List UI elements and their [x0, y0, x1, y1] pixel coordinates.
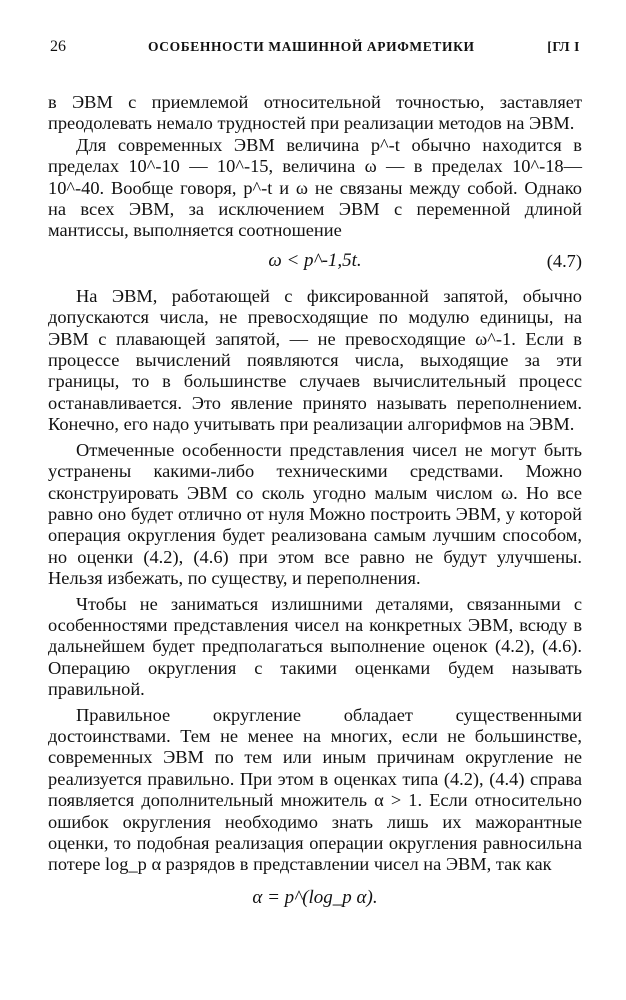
- running-title: ОСОБЕННОСТИ МАШИННОЙ АРИФМЕТИКИ: [148, 39, 475, 54]
- page-number: 26: [50, 38, 66, 55]
- paragraph-4: Отмеченные особенности представления чисел не могут быть устранены какими-либо техническими средствами. Можно сконструировать ЭВМ со сколь угодно малым числом ω. Но все равно оно будет отлично от нуля Можно построить ЭВМ, у которой операция округления будет реализована самым лучшим способом, но оценки (4.2), (4.6) при этом все равно не будут улучшены. Нельзя избежать, по существу, и переполнения.: [48, 439, 582, 589]
- equation-4-7: [48, 244, 582, 278]
- running-header: [50, 38, 580, 60]
- body-text: [48, 92, 582, 926]
- equation-expression: ω < p^-1,5t.: [268, 249, 362, 271]
- paragraph-2: Для современных ЭВМ величина p^-t обычно находится в пределах 10^-10 — 10^-15, величина ω — в пределах 10^-18— 10^-40. Вообще говоря, p^-t и ω не связаны между собой. Однако на всех ЭВМ, за исключением ЭВМ с переменной длиной мантиссы, выполняется соотношение: [48, 134, 582, 241]
- paragraph-6: Правильное округление обладает существенными достоинствами. Тем не менее на многих, если не большинстве, современных ЭВМ по тем или иным причинам округление не реализуется правильно. При этом в оценках типа (4.2), (4.4) справа появляется дополнительный множитель α > 1. Если относительно ошибок округления необходимо знать лишь их мажорантные оценки, то подобная реализация операции округления равносильна потере log_p α разрядов в представлении чисел на ЭВМ, так как: [48, 704, 582, 875]
- equation-expression-2: α = p^(log_p α).: [252, 886, 378, 908]
- paragraph-1: в ЭВМ с приемлемой относительной точностью, заставляет преодолевать немало трудностей при реализации методов на ЭВМ.: [48, 92, 582, 134]
- equation-number: (4.7): [546, 250, 582, 271]
- paragraph-5: Чтобы не заниматься излишними деталями, связанными с особенностями представления чисел на конкретных ЭВМ, всюду в дальнейшем будет предполагаться выполнение оценок (4.2), (4.6). Операцию округления с такими оценками будем называть правильной.: [48, 593, 582, 700]
- equation-alpha: [48, 878, 582, 918]
- paragraph-3: На ЭВМ, работающей с фиксированной запятой, обычно допускаются числа, не превосходящие по модулю единицы, на ЭВМ с плавающей запятой, — не превосходящие ω^-1. Если в процессе вычислений появляются числа, выходящие за эти границы, то в большинстве случаев вычислительный процесс останавливается. Это явление принято называть переполнением. Конечно, его надо учитывать при реализации алгорифмов на ЭВМ.: [48, 285, 582, 435]
- chapter-marker: [ГЛ I: [547, 39, 580, 54]
